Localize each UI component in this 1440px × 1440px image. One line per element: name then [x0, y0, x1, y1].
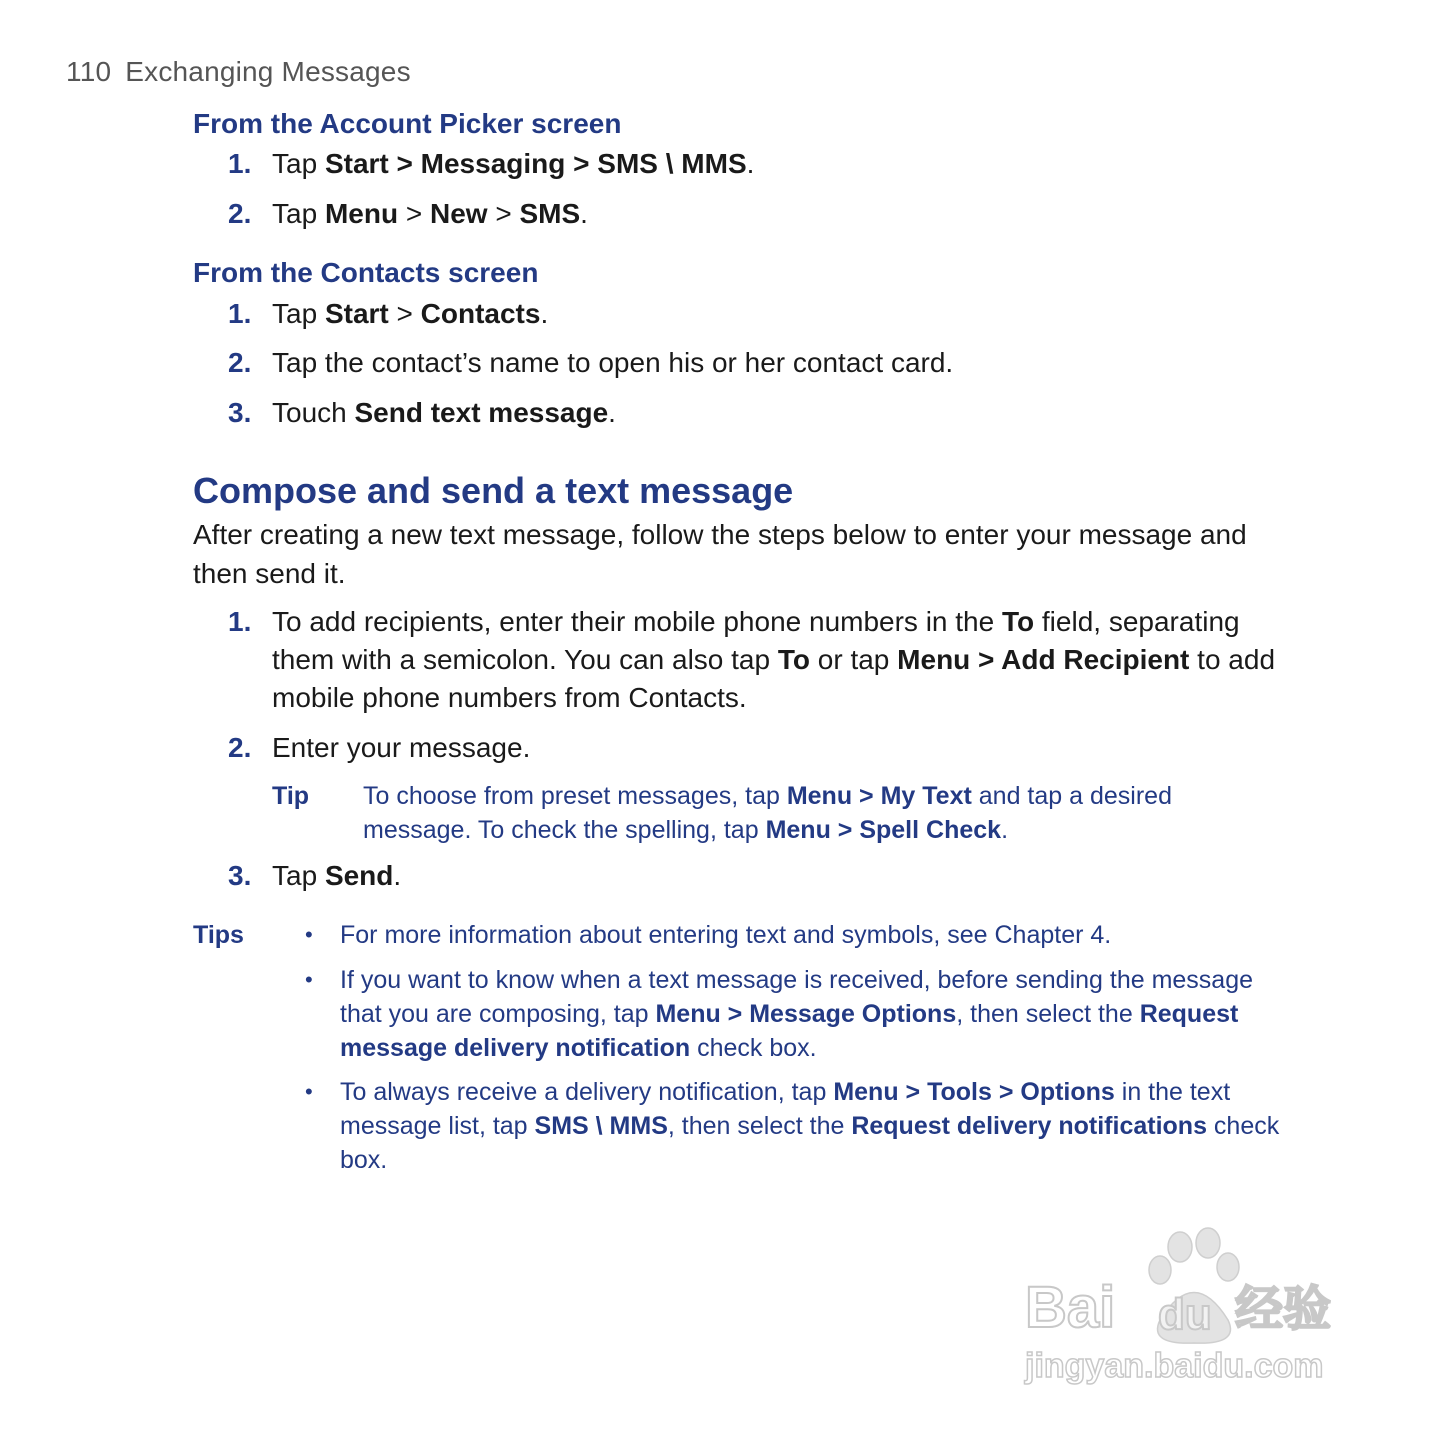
step-text: Touch Send text message.	[272, 397, 616, 428]
tip-item-3: To always receive a delivery notification, tap Menu > Tools > Options in the text message list, tap SMS \ MMS, then select the Request delivery notifications check box.	[340, 1078, 1280, 1174]
step-text: Tap Send.	[272, 860, 402, 891]
tips-label: Tips	[193, 921, 244, 949]
step-number: 2.	[228, 198, 252, 229]
tip-label: Tip	[272, 782, 310, 810]
page-header	[66, 56, 411, 88]
svg-text:经验: 经验	[1235, 1283, 1332, 1336]
step-text: Tap Start > Messaging > SMS \ MMS.	[272, 148, 755, 179]
bullet-icon: •	[305, 1079, 313, 1104]
step-number: 2.	[228, 732, 252, 763]
baidu-watermark-logo	[1010, 1225, 1360, 1395]
section-heading-compose: Compose and send a text message	[193, 470, 794, 511]
page-number: 110	[66, 56, 112, 87]
step-number: 2.	[228, 347, 252, 378]
bullet-icon: •	[305, 922, 313, 947]
step-number: 3.	[228, 397, 252, 428]
paw-logo-icon	[1010, 1225, 1360, 1395]
tip-item-1: For more information about entering text and symbols, see Chapter 4.	[340, 921, 1112, 949]
step-text: To add recipients, enter their mobile phone numbers in the To field, separating them with a semicolon. You can also tap To or tap Menu > Add Recipient to add mobile phone numbers from Contacts.	[272, 606, 1276, 713]
step-number: 1.	[228, 298, 252, 329]
step-text: Enter your message.	[272, 732, 531, 763]
compose-intro: After creating a new text message, follow the steps below to enter your message and then send it.	[193, 519, 1247, 589]
svg-text:du: du	[1158, 1290, 1212, 1339]
svg-text:jingyan.baidu.com: jingyan.baidu.com	[1025, 1347, 1324, 1385]
tip-item-2: If you want to know when a text message is received, before sending the message that you are composing, tap Menu > Message Options, then select the Request message delivery notification check box.	[340, 966, 1254, 1062]
step-number: 3.	[228, 860, 252, 891]
section-title: Exchanging Messages	[125, 56, 411, 87]
step-text: Tap the contact’s name to open his or her contact card.	[272, 347, 954, 378]
step-text: Tap Menu > New > SMS.	[272, 198, 588, 229]
step-number: 1.	[228, 148, 252, 179]
svg-text:Bai: Bai	[1025, 1275, 1116, 1340]
bullet-icon: •	[305, 967, 313, 992]
step-text: Tap Start > Contacts.	[272, 298, 549, 329]
step-number: 1.	[228, 606, 252, 637]
tip-text: To choose from preset messages, tap Menu > My Text and tap a desired message. To check the spelling, tap Menu > Spell Check.	[363, 782, 1172, 844]
subheading-contacts: From the Contacts screen	[193, 257, 539, 288]
subheading-account-picker: From the Account Picker screen	[193, 108, 622, 139]
